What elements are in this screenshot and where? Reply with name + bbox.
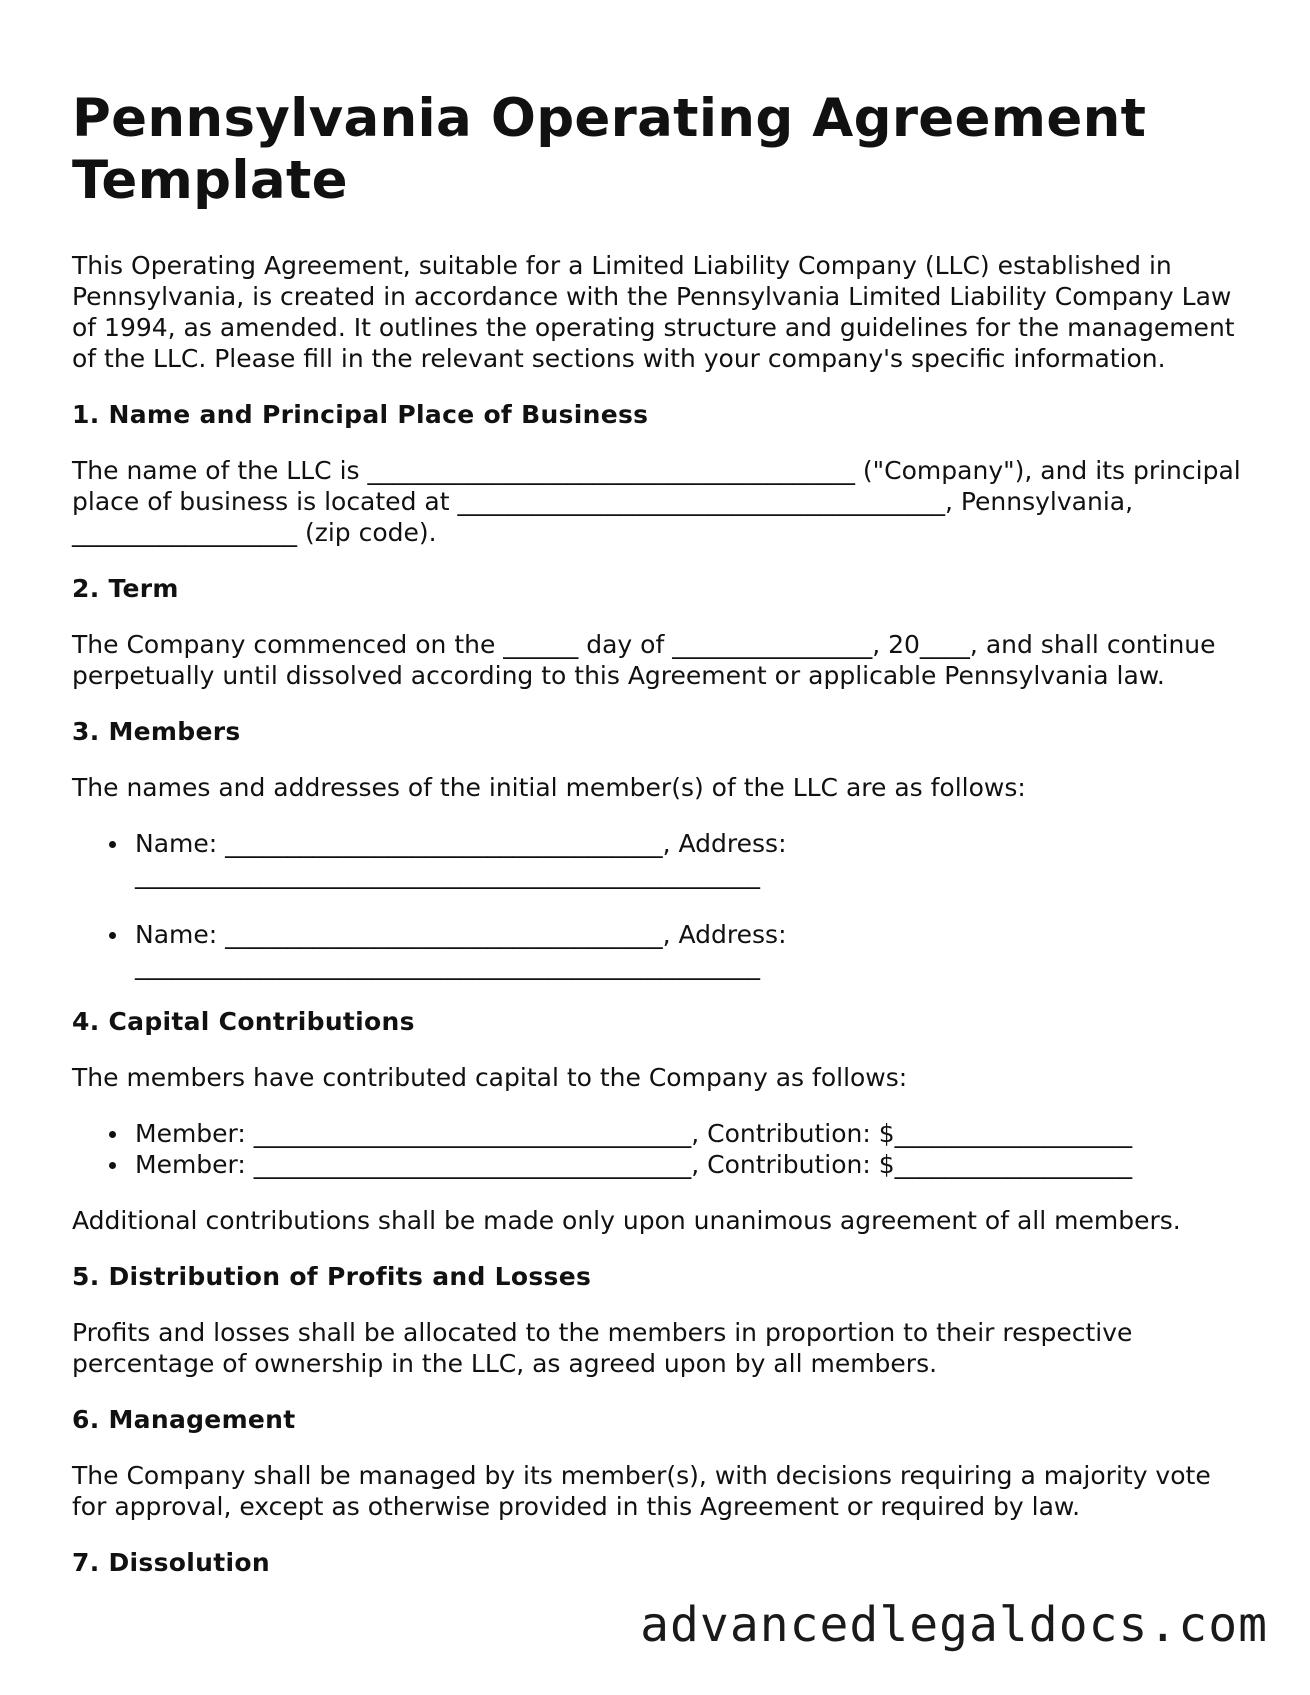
section-heading-dissolution: 7. Dissolution [72, 1548, 270, 1577]
list-item: Name: ___________________________________, Address: __________________________________________________ [135, 919, 1252, 981]
section-heading-management: 6. Management [72, 1405, 296, 1434]
list-item: Member: ___________________________________, Contribution: $___________________ [135, 1149, 1252, 1180]
section-heading-capital: 4. Capital Contributions [72, 1007, 415, 1036]
list-item: Name: ___________________________________, Address: __________________________________________________ [135, 828, 1252, 890]
section-heading-distribution: 5. Distribution of Profits and Losses [72, 1262, 592, 1291]
section-text-name-place: The name of the LLC is _______________________________________ ("Company"), and its principal place of business is located at _______________________________________, Pennsylvania, __________________ (zip code). [72, 456, 1241, 547]
section-text-term: The Company commenced on the ______ day of ________________, 20____, and shall continue perpetually until dissolved according to this Agreement or applicable Pennsylvania law. [72, 630, 1216, 690]
section-heading-term: 2. Term [72, 574, 179, 603]
section-text-capital: The members have contributed capital to the Company as follows: [72, 1063, 908, 1092]
section-heading-name-place: 1. Name and Principal Place of Business [72, 400, 649, 429]
site-watermark: advancedlegaldocs.com [640, 1597, 1268, 1653]
section-heading-members: 3. Members [72, 717, 241, 746]
section-text-members: The names and addresses of the initial member(s) of the LLC are as follows: [72, 773, 1026, 802]
capital-list [72, 1118, 1252, 1180]
list-item: Member: ___________________________________, Contribution: $___________________ [135, 1118, 1252, 1149]
members-list [72, 828, 1252, 981]
document-page [72, 88, 1252, 1603]
section-text-management: The Company shall be managed by its member(s), with decisions requiring a majority vote for approval, except as otherwise provided in this Agreement or required by law. [72, 1461, 1211, 1521]
document-title: Pennsylvania Operating Agreement Template [72, 88, 1147, 211]
section-note-capital: Additional contributions shall be made only upon unanimous agreement of all members. [72, 1206, 1181, 1235]
section-text-distribution: Profits and losses shall be allocated to the members in proportion to their respective percentage of ownership in the LLC, as agreed upon by all members. [72, 1318, 1133, 1378]
intro-paragraph: This Operating Agreement, suitable for a Limited Liability Company (LLC) established in Pennsylvania, is created in accordance with the Pennsylvania Limited Liability Company Law of 1994, as amended. It outlines the operating structure and guidelines for the management of the LLC. Please fill in the relevant sections with your company's specific information. [72, 251, 1235, 373]
